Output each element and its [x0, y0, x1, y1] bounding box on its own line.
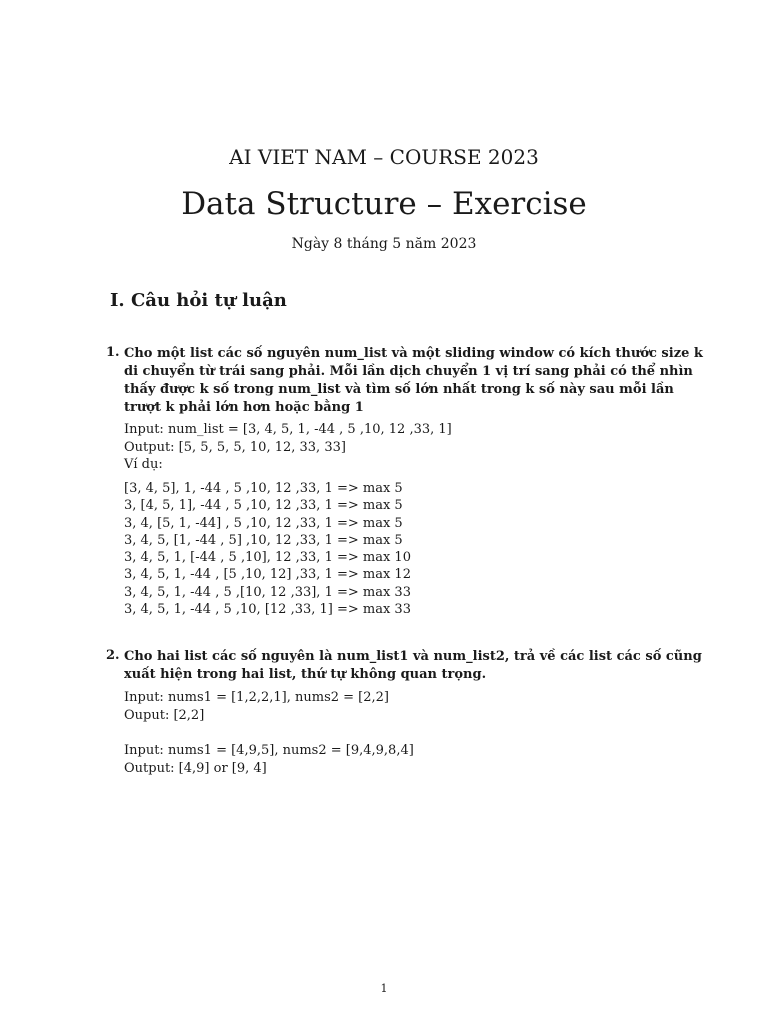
- question-1-input: Input: num_list = [3, 4, 5, 1, -44 , 5 ,10, 12 ,33, 1]: [124, 422, 452, 437]
- question-2-output-2: Output: [4,9] or [9, 4]: [124, 760, 267, 776]
- question-1-text: Cho một list các số nguyên num_list và một sliding window có kích thước size k di chuyển từ trái sang phải. Mỗi lần dịch chuyển 1 vị trí sang phải có thể nhìn thấy được k số trong num_list và tìm số lớn nhất trong k số này sau mỗi lần trượt k phải lớn hơn hoặc bằng 1: [124, 346, 703, 415]
- example-line: 3, 4, 5, 1, -44 , 5 ,[10, 12 ,33], 1 => max 33: [124, 584, 411, 600]
- example-line: 3, 4, 5, 1, -44 , [5 ,10, 12] ,33, 1 => max 12: [124, 567, 411, 583]
- question-2-input-1: Input: nums1 = [1,2,2,1], nums2 = [2,2]: [124, 690, 389, 705]
- example-line: 3, 4, [5, 1, -44] , 5 ,10, 12 ,33, 1 => max 5: [124, 515, 403, 531]
- question-1-number: 1.: [106, 345, 120, 360]
- example-line: 3, 4, 5, [1, -44 , 5] ,10, 12 ,33, 1 => max 5: [124, 532, 403, 548]
- question-2-input-2: Input: nums1 = [4,9,5], nums2 = [9,4,9,8,4]: [124, 743, 414, 758]
- document-title: Data Structure – Exercise: [181, 186, 587, 222]
- question-1-examples: [124, 480, 411, 618]
- example-line: 3, 4, 5, 1, [-44 , 5 ,10], 12 ,33, 1 => max 10: [124, 550, 411, 566]
- page-number: 1: [380, 982, 388, 995]
- question-1-io: [124, 421, 452, 474]
- question-1-output: Output: [5, 5, 5, 5, 10, 12, 33, 33]: [124, 439, 346, 455]
- question-2-output-1: Ouput: [2,2]: [124, 707, 205, 723]
- example-line: 3, [4, 5, 1], -44 , 5 ,10, 12 ,33, 1 => max 5: [124, 498, 403, 514]
- question-2-text: Cho hai list các số nguyên là num_list1 và num_list2, trả về các list các số cũng xuất hiện trong hai list, thứ tự không quan trọng.: [124, 649, 702, 682]
- document-date: Ngày 8 tháng 5 năm 2023: [291, 236, 477, 252]
- question-2-example-2: [124, 742, 414, 777]
- example-line: [3, 4, 5], 1, -44 , 5 ,10, 12 ,33, 1 => max 5: [124, 481, 403, 496]
- question-1-example-label: Ví dụ:: [124, 457, 163, 472]
- course-heading: AI VIET NAM – COURSE 2023: [229, 145, 539, 169]
- example-line: 3, 4, 5, 1, -44 , 5 ,10, [12 ,33, 1] => max 33: [124, 602, 411, 618]
- question-2-example-1: [124, 689, 389, 724]
- question-2-number: 2.: [106, 648, 120, 663]
- section-title: I. Câu hỏi tự luận: [110, 290, 287, 311]
